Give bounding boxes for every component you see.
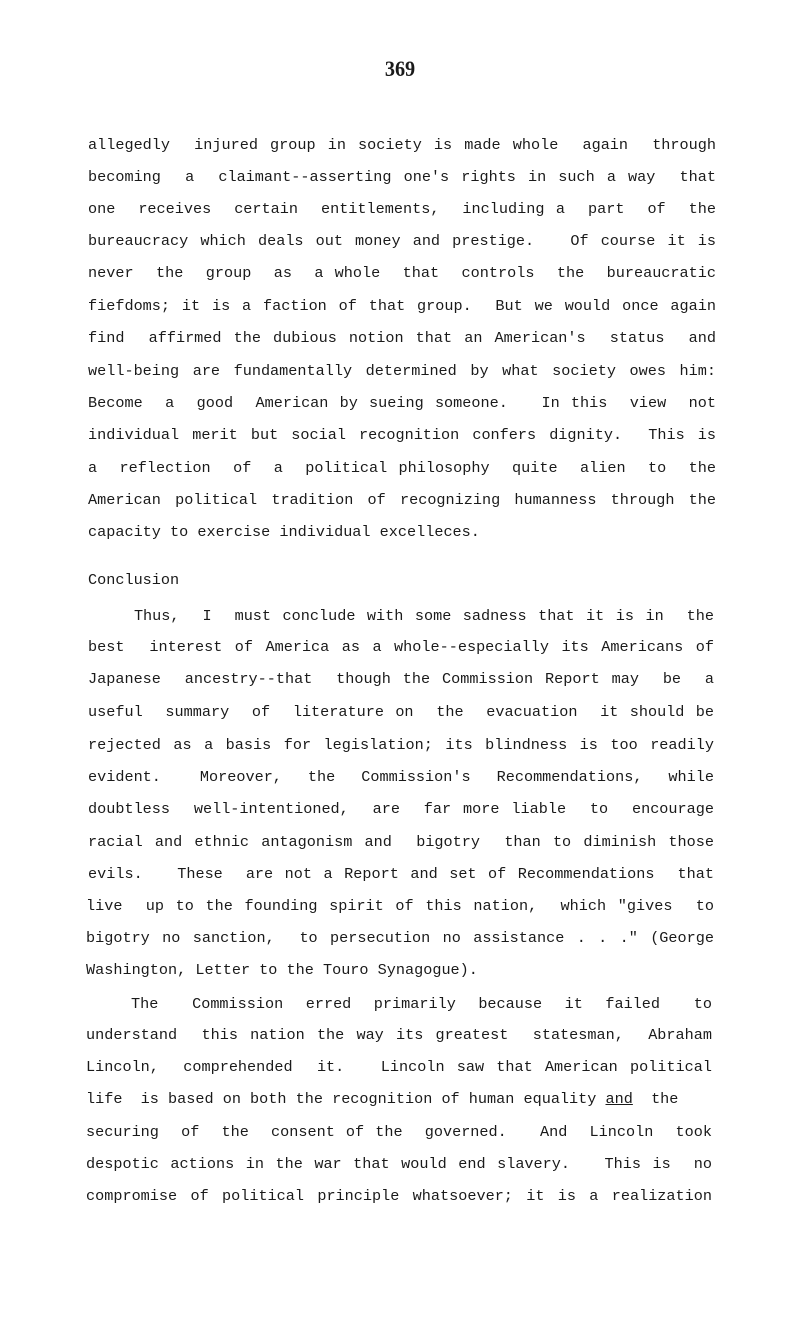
page-number: 369 — [384, 56, 416, 81]
text-line: best interest of America as a whole--especially its Americans of — [88, 638, 714, 656]
text-line: find affirmed the dubious notion that an American's status and — [88, 329, 716, 347]
text-line-with-underline — [86, 1089, 678, 1109]
text-line: evils. These are not a Report and set of Recommendations that — [88, 865, 714, 883]
text-line: securing of the consent of the governed. And Lincoln took — [86, 1123, 712, 1141]
underlined-word: and — [605, 1090, 633, 1108]
text-line: Japanese ancestry--that though the Commission Report may be a — [88, 670, 714, 688]
text-line: fiefdoms; it is a faction of that group. But we would once again — [88, 297, 716, 315]
text-line: useful summary of literature on the evacuation it should be — [88, 703, 714, 721]
text-line: allegedly injured group in society is made whole again through — [88, 136, 716, 154]
text-segment: the — [632, 1090, 679, 1108]
text-line: understand this nation the way its greatest statesman, Abraham — [86, 1026, 712, 1044]
text-line: rejected as a basis for legislation; its blindness is too readily — [88, 736, 714, 754]
text-line: compromise of political principle whatsoever; it is a realization — [86, 1187, 712, 1205]
text-line: Become a good American by sueing someone. In this view not — [88, 394, 716, 412]
section-heading: Conclusion — [88, 571, 180, 589]
text-line: Thus, I must conclude with some sadness that it is in the — [88, 607, 714, 625]
text-segment: life is based on both the recognition of human equality — [86, 1090, 606, 1108]
text-line: bigotry no sanction, to persecution no assistance . . ." (George — [86, 929, 714, 947]
text-line: well-being are fundamentally determined by what society owes him: — [88, 362, 716, 380]
text-line: never the group as a whole that controls the bureaucratic — [88, 264, 716, 282]
text-line: becoming a claimant--asserting one's rights in such a way that — [88, 168, 716, 186]
text-line-last: capacity to exercise individual excelleces. — [88, 523, 480, 541]
text-line-last: Washington, Letter to the Touro Synagogue). — [86, 961, 478, 979]
text-line: live up to the founding spirit of this nation, which "gives to — [86, 897, 714, 915]
text-line: racial and ethnic antagonism and bigotry than to diminish those — [88, 833, 714, 851]
text-line: Lincoln, comprehended it. Lincoln saw that American political — [86, 1058, 712, 1076]
text-line: doubtless well-intentioned, are far more liable to encourage — [88, 800, 714, 818]
text-line: The Commission erred primarily because it failed to — [86, 995, 712, 1013]
text-line: a reflection of a political philosophy quite alien to the — [88, 459, 716, 477]
text-line: American political tradition of recognizing humanness through the — [88, 491, 716, 509]
text-line: bureaucracy which deals out money and prestige. Of course it is — [88, 232, 716, 250]
text-line: one receives certain entitlements, including a part of the — [88, 200, 716, 218]
text-line: evident. Moreover, the Commission's Recommendations, while — [88, 768, 714, 786]
text-line: individual merit but social recognition confers dignity. This is — [88, 426, 716, 444]
text-line: despotic actions in the war that would end slavery. This is no — [86, 1155, 712, 1173]
